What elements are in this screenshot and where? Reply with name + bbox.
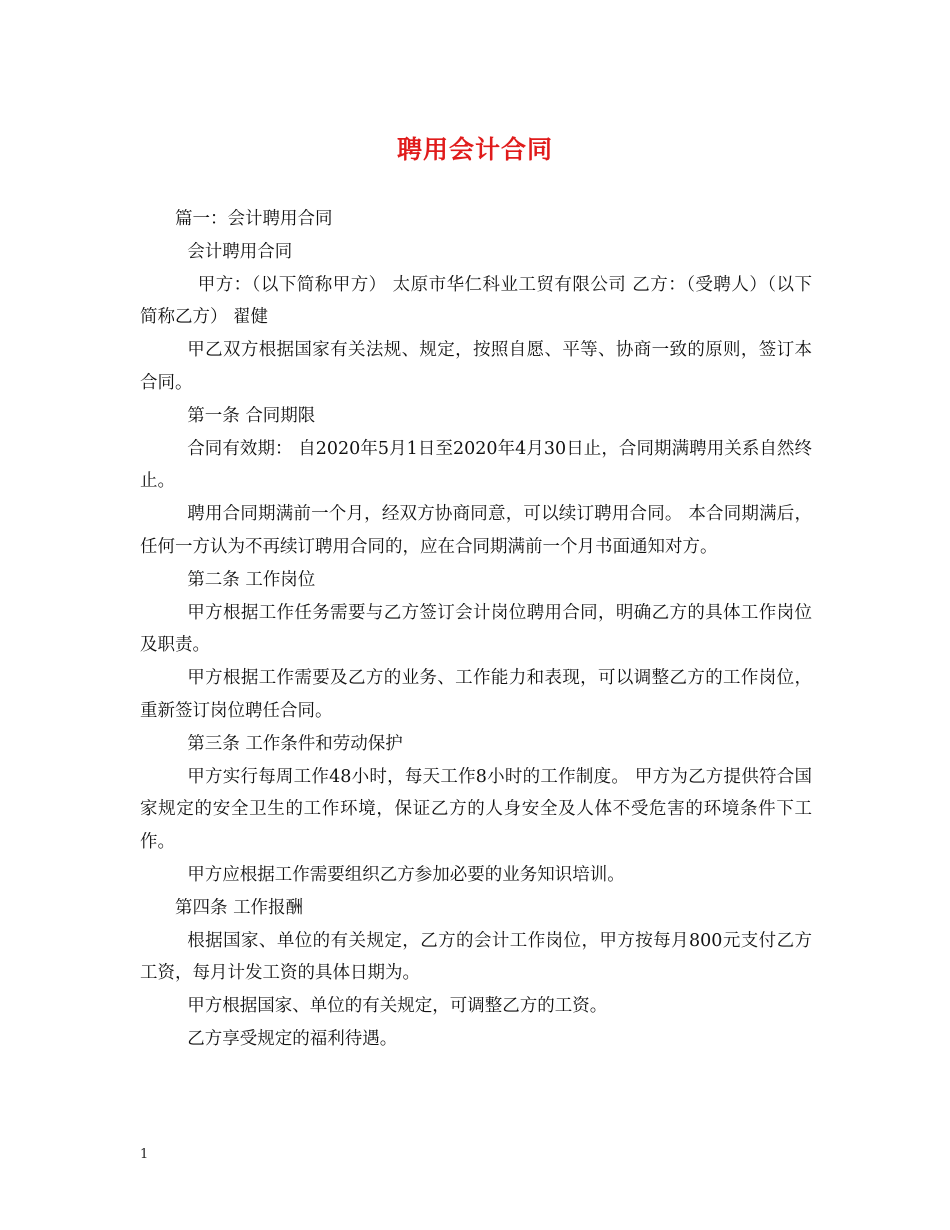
article-heading: 第三条 工作条件和劳动保护 [187,733,403,754]
body-paragraph: 根据国家、单位的有关规定，乙方的会计工作岗位，甲方按每月800元支付乙方工资，每月计发工资的具体日期为。 [140,930,812,984]
body-paragraph: 合同有效期： 自2020年5月1日至2020年4月30日止，合同期满聘用关系自然终止。 [140,438,812,492]
article-heading: 第一条 合同期限 [187,405,316,426]
parties-paragraph: 甲方：（以下简称甲方） 太原市华仁科业工贸有限公司 乙方：（受聘人）（以下简称乙方） 翟健 [140,274,812,328]
body-paragraph: 甲方根据工作任务需要与乙方签订会计岗位聘用合同，明确乙方的具体工作岗位及职责。 [140,602,812,656]
page-number: 1 [140,1147,149,1162]
body-paragraph: 甲方应根据工作需要组织乙方参加必要的业务知识培训。 [187,864,625,885]
section-heading: 篇一：会计聘用合同 [175,209,333,229]
preamble-paragraph: 甲乙双方根据国家有关法规、规定，按照自愿、平等、协商一致的原则，签订本合同。 [140,340,812,393]
document-title: 聘用会计合同 [396,135,553,164]
body-paragraph: 甲方根据国家、单位的有关规定，可调整乙方的工资。 [187,996,608,1017]
document-body [140,203,812,1056]
body-paragraph: 甲方根据工作需要及乙方的业务、工作能力和表现，可以调整乙方的工作岗位，重新签订岗位聘任合同。 [140,668,812,721]
article-heading: 第二条 工作岗位 [187,569,316,590]
article-heading: 第四条 工作报酬 [175,897,304,918]
body-paragraph: 聘用合同期满前一个月，经双方协商同意，可以续订聘用合同。 本合同期满后，任何一方认为不再续订聘用合同的，应在合同期满前一个月书面通知对方。 [140,504,812,557]
body-paragraph: 甲方实行每周工作48小时，每天工作8小时的工作制度。 甲方为乙方提供符合国家规定的安全卫生的工作环境，保证乙方的人身安全及人体不受危害的环境条件下工作。 [140,766,812,853]
body-paragraph: 乙方享受规定的福利待遇。 [187,1028,398,1049]
contract-subtitle: 会计聘用合同 [187,241,293,262]
